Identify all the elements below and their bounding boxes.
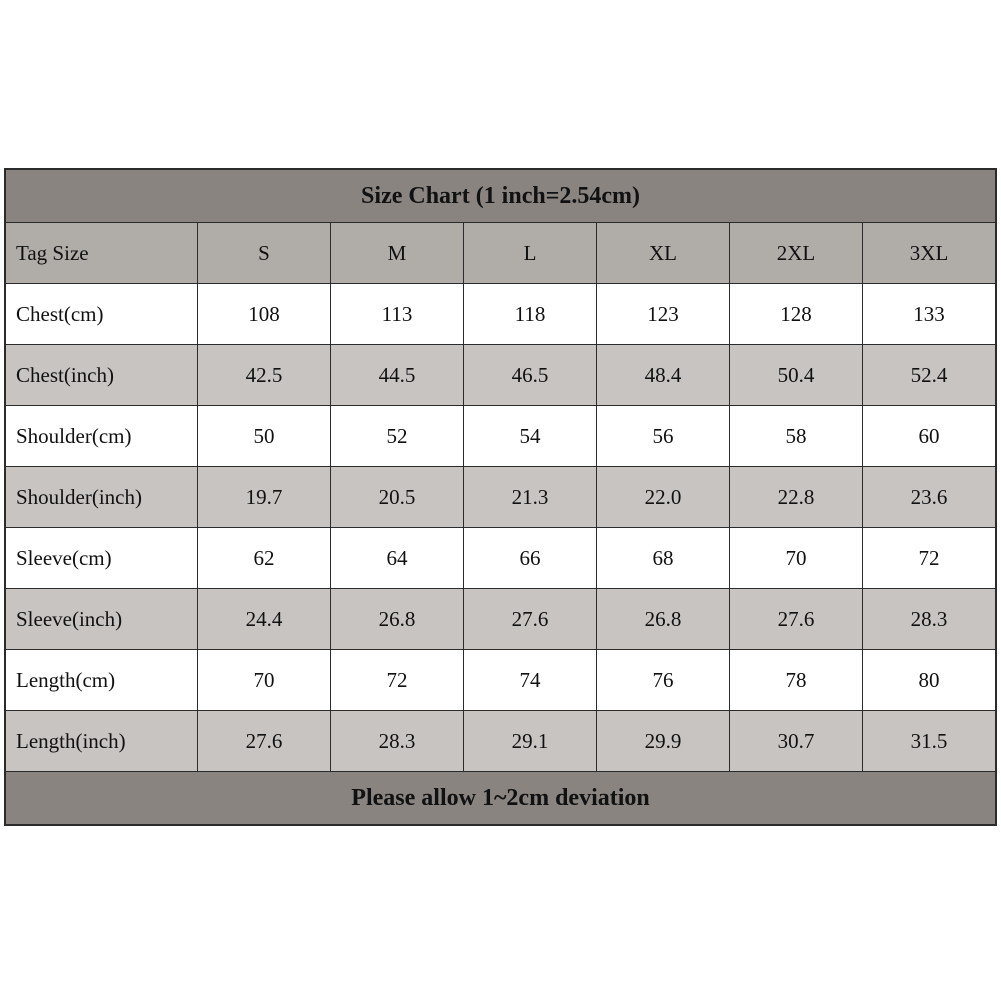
cell-value: 64 [331, 528, 464, 589]
cell-value: 66 [464, 528, 597, 589]
table-row [6, 406, 996, 467]
chart-title: Size Chart (1 inch=2.54cm) [6, 170, 996, 223]
header-size-xl: XL [597, 223, 730, 284]
cell-value: 58 [730, 406, 863, 467]
cell-value: 128 [730, 284, 863, 345]
cell-value: 31.5 [863, 711, 996, 772]
cell-value: 123 [597, 284, 730, 345]
table-row [6, 284, 996, 345]
cell-value: 28.3 [863, 589, 996, 650]
cell-value: 46.5 [464, 345, 597, 406]
cell-value: 52 [331, 406, 464, 467]
cell-value: 133 [863, 284, 996, 345]
row-label: Sleeve(inch) [6, 589, 198, 650]
cell-value: 21.3 [464, 467, 597, 528]
cell-value: 80 [863, 650, 996, 711]
deviation-note: Please allow 1~2cm deviation [6, 772, 996, 825]
cell-value: 72 [863, 528, 996, 589]
cell-value: 44.5 [331, 345, 464, 406]
cell-value: 19.7 [198, 467, 331, 528]
cell-value: 29.9 [597, 711, 730, 772]
cell-value: 48.4 [597, 345, 730, 406]
cell-value: 30.7 [730, 711, 863, 772]
cell-value: 113 [331, 284, 464, 345]
cell-value: 27.6 [464, 589, 597, 650]
row-label: Shoulder(cm) [6, 406, 198, 467]
cell-value: 56 [597, 406, 730, 467]
cell-value: 22.0 [597, 467, 730, 528]
row-label: Shoulder(inch) [6, 467, 198, 528]
size-chart-table [5, 169, 996, 825]
column-header-row [6, 223, 996, 284]
cell-value: 60 [863, 406, 996, 467]
row-label: Length(inch) [6, 711, 198, 772]
cell-value: 50 [198, 406, 331, 467]
table-row [6, 711, 996, 772]
cell-value: 42.5 [198, 345, 331, 406]
header-tag-size: Tag Size [6, 223, 198, 284]
cell-value: 74 [464, 650, 597, 711]
row-label: Length(cm) [6, 650, 198, 711]
cell-value: 76 [597, 650, 730, 711]
cell-value: 108 [198, 284, 331, 345]
title-row [6, 170, 996, 223]
cell-value: 23.6 [863, 467, 996, 528]
cell-value: 22.8 [730, 467, 863, 528]
cell-value: 27.6 [730, 589, 863, 650]
table-row [6, 589, 996, 650]
row-label: Chest(cm) [6, 284, 198, 345]
header-size-2xl: 2XL [730, 223, 863, 284]
cell-value: 50.4 [730, 345, 863, 406]
cell-value: 20.5 [331, 467, 464, 528]
footer-row [6, 772, 996, 825]
table-row [6, 528, 996, 589]
cell-value: 26.8 [597, 589, 730, 650]
cell-value: 70 [198, 650, 331, 711]
table-row [6, 467, 996, 528]
cell-value: 27.6 [198, 711, 331, 772]
row-label: Sleeve(cm) [6, 528, 198, 589]
cell-value: 70 [730, 528, 863, 589]
table-row [6, 650, 996, 711]
cell-value: 78 [730, 650, 863, 711]
header-size-3xl: 3XL [863, 223, 996, 284]
header-size-s: S [198, 223, 331, 284]
cell-value: 24.4 [198, 589, 331, 650]
cell-value: 68 [597, 528, 730, 589]
cell-value: 26.8 [331, 589, 464, 650]
cell-value: 52.4 [863, 345, 996, 406]
cell-value: 28.3 [331, 711, 464, 772]
cell-value: 62 [198, 528, 331, 589]
cell-value: 54 [464, 406, 597, 467]
header-size-l: L [464, 223, 597, 284]
size-chart-body [6, 170, 996, 825]
row-label: Chest(inch) [6, 345, 198, 406]
size-chart-container [4, 168, 997, 826]
cell-value: 72 [331, 650, 464, 711]
cell-value: 118 [464, 284, 597, 345]
table-row [6, 345, 996, 406]
cell-value: 29.1 [464, 711, 597, 772]
header-size-m: M [331, 223, 464, 284]
